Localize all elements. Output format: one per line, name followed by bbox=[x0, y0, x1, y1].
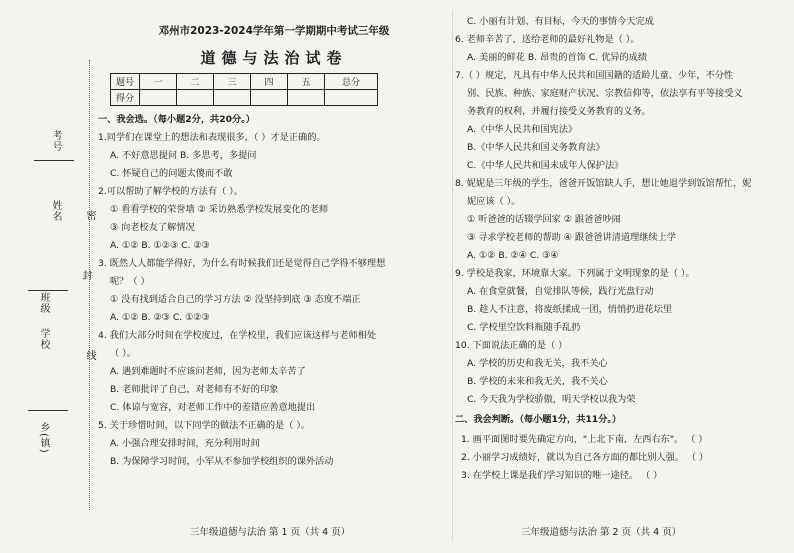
school-label: 学校 bbox=[38, 328, 49, 350]
question-line: 1.同学们在课堂上的想法和表现很多，（ ）才是正确的。 bbox=[98, 132, 326, 143]
question-line: 5. 关于珍惜时间，以下同学的做法不正确的是（ ）。 bbox=[98, 420, 311, 431]
question-line: B.《中华人民共和国义务教育法》 bbox=[467, 142, 605, 153]
score-cell[interactable] bbox=[140, 90, 177, 106]
judge-line: 1. 画平面图时要先确定方向，"上北下南，左西右东"。 （ ） bbox=[461, 434, 708, 445]
question-line: A. 在食堂就餐，自觉排队等候，践行光盘行动 bbox=[467, 286, 654, 297]
question-line: C.《中华人民共和国未成年人保护法》 bbox=[467, 160, 624, 171]
question-line: B. 为保障学习时间，小军从不参加学校组织的课外活动 bbox=[110, 456, 334, 467]
judge-line: 3. 在学校上课是我们学习知识的唯一途径。 （ ） bbox=[461, 470, 663, 481]
score-row-score: 得分 bbox=[111, 90, 378, 106]
question-line: C. 怀疑自己的问题太傻而不敢 bbox=[110, 168, 233, 179]
name-label: 姓名 bbox=[50, 200, 61, 222]
seal-feng: 封 bbox=[80, 270, 91, 281]
question-line: 8. 妮妮是三年级的学生，爸爸开饭馆缺人手，想让她退学到饭馆帮忙，妮 bbox=[455, 178, 752, 189]
question-line: 务教育的权利，并履行接受义务教育的义务。 bbox=[467, 106, 651, 117]
question-line: A. 小强合理安排时间，充分利用时间 bbox=[110, 438, 260, 449]
question-line: 4. 我们大部分时间在学校度过，在学校里，我们应该这样与老师相处 bbox=[98, 330, 377, 341]
question-line: A.《中华人民共和国宪法》 bbox=[467, 124, 578, 135]
town-line bbox=[28, 410, 68, 411]
subject-title: 道德与法治试卷 bbox=[200, 49, 348, 67]
question-line: A. 不好意思提问 B. 多思考，多提问 bbox=[110, 150, 257, 161]
seal-line: 线 bbox=[84, 350, 95, 361]
footer-page-1: 三年级道德与法治 第 1 页（共 4 页） bbox=[190, 527, 351, 538]
question-line: B. 老师批评了自己，对老师有不好的印象 bbox=[110, 384, 279, 395]
question-line: C. 小丽有计划、有目标，今天的事情今天完成 bbox=[467, 16, 654, 27]
question-line: A. 遇到难题时不应该问老师，因为老师太辛苦了 bbox=[110, 366, 306, 377]
question-line: （ ）。 bbox=[110, 348, 136, 359]
question-line: 呢？（ ） bbox=[110, 276, 150, 287]
score-cell[interactable] bbox=[214, 90, 251, 106]
question-line: 妮应该（ ）。 bbox=[467, 196, 521, 207]
question-line: 别、民族、种族、家庭财产状况、宗教信仰等，依法享有平等接受义 bbox=[467, 88, 743, 99]
question-line: 10. 下面说法正确的是（ ） bbox=[455, 340, 568, 351]
question-line: C. 今天我为学校骄傲，明天学校以我为荣 bbox=[467, 394, 636, 405]
question-line: ① 听爸爸的话辍学回家 ② 跟爸爸吵闹 bbox=[467, 214, 621, 225]
exam-title: 邓州市2023-2024学年第一学期期中考试三年级 bbox=[158, 25, 390, 37]
question-line: C. 体谅与宽容，对老师工作中的差错应善意地提出 bbox=[110, 402, 316, 413]
question-line: A. 美丽的鲜花 B. 昂贵的首饰 C. 优异的成绩 bbox=[467, 52, 648, 63]
question-line: 2.可以帮助了解学校的方法有（ ）。 bbox=[98, 186, 243, 197]
question-line: ③ 向老校友了解情况 bbox=[110, 222, 195, 233]
question-line: B. 趁人不注意，将废纸揉成一团，悄悄扔进花坛里 bbox=[467, 304, 673, 315]
footer-page-2: 三年级道德与法治 第 2 页（共 4 页） bbox=[521, 527, 682, 538]
question-line: B. 学校的未来和我无关，我不关心 bbox=[467, 376, 608, 387]
score-cell[interactable] bbox=[251, 90, 288, 106]
class-line bbox=[28, 290, 68, 291]
seal-mi: 密 bbox=[84, 210, 95, 221]
judge-line: 2. 小丽学习成绩好，就以为自己各方面的都比别人强。 （ ） bbox=[461, 452, 709, 463]
score-table bbox=[110, 73, 378, 106]
question-line: ① 看看学校的荣誉墙 ② 采访熟悉学校发展变化的老师 bbox=[110, 204, 329, 215]
question-line: ③ 寻求学校老师的帮助 ④ 跟爸爸讲清道理继续上学 bbox=[467, 232, 676, 243]
town-label: 乡(镇) bbox=[38, 422, 49, 454]
question-line: ① 没有找到适合自己的学习方法 ② 没坚持到底 ③ 态度不端正 bbox=[110, 294, 361, 305]
question-line: A. 学校的历史和我无关，我不关心 bbox=[467, 358, 608, 369]
seal-dotted-line bbox=[89, 60, 90, 510]
score-row-header: 题号 一 二 三 四 五 总分 bbox=[111, 74, 378, 90]
class-label: 班级 bbox=[38, 292, 49, 314]
question-line: 9. 学校是我家，环境靠大家。下列属于文明现象的是（ ）。 bbox=[455, 268, 695, 279]
question-line: C. 学校里空饮料瓶随手乱扔 bbox=[467, 322, 581, 333]
question-line: 7.（ ）规定，凡具有中华人民共和国国籍的适龄儿童、少年，不分性 bbox=[455, 70, 734, 81]
score-cell[interactable] bbox=[177, 90, 214, 106]
binding-strip bbox=[14, 60, 106, 510]
page-2 bbox=[455, 0, 785, 553]
score-cell[interactable] bbox=[325, 90, 378, 106]
page-divider bbox=[452, 10, 453, 540]
page-1 bbox=[98, 0, 450, 553]
score-cell[interactable] bbox=[288, 90, 325, 106]
question-line: A. ①② B. ②④ C. ③④ bbox=[467, 250, 559, 261]
section-1-heading: 一、我会选。（每小题2分，共20分。） bbox=[98, 114, 255, 125]
question-line: 3. 既然人人都能学得好，为什么有时候我们还是觉得自己学得不够理想 bbox=[98, 258, 386, 269]
question-line: 6. 老师辛苦了，送给老师的最好礼物是（ ）。 bbox=[455, 34, 640, 45]
section-2-heading: 二、我会判断。（每小题1分，共11分。） bbox=[455, 414, 622, 425]
question-line: A. ①② B. ①②③ C. ②③ bbox=[110, 240, 210, 251]
exam-no-line bbox=[34, 160, 74, 161]
question-line: A. ①② B. ②③ C. ①②③ bbox=[110, 312, 210, 323]
exam-no-label: 考号 bbox=[50, 130, 61, 152]
